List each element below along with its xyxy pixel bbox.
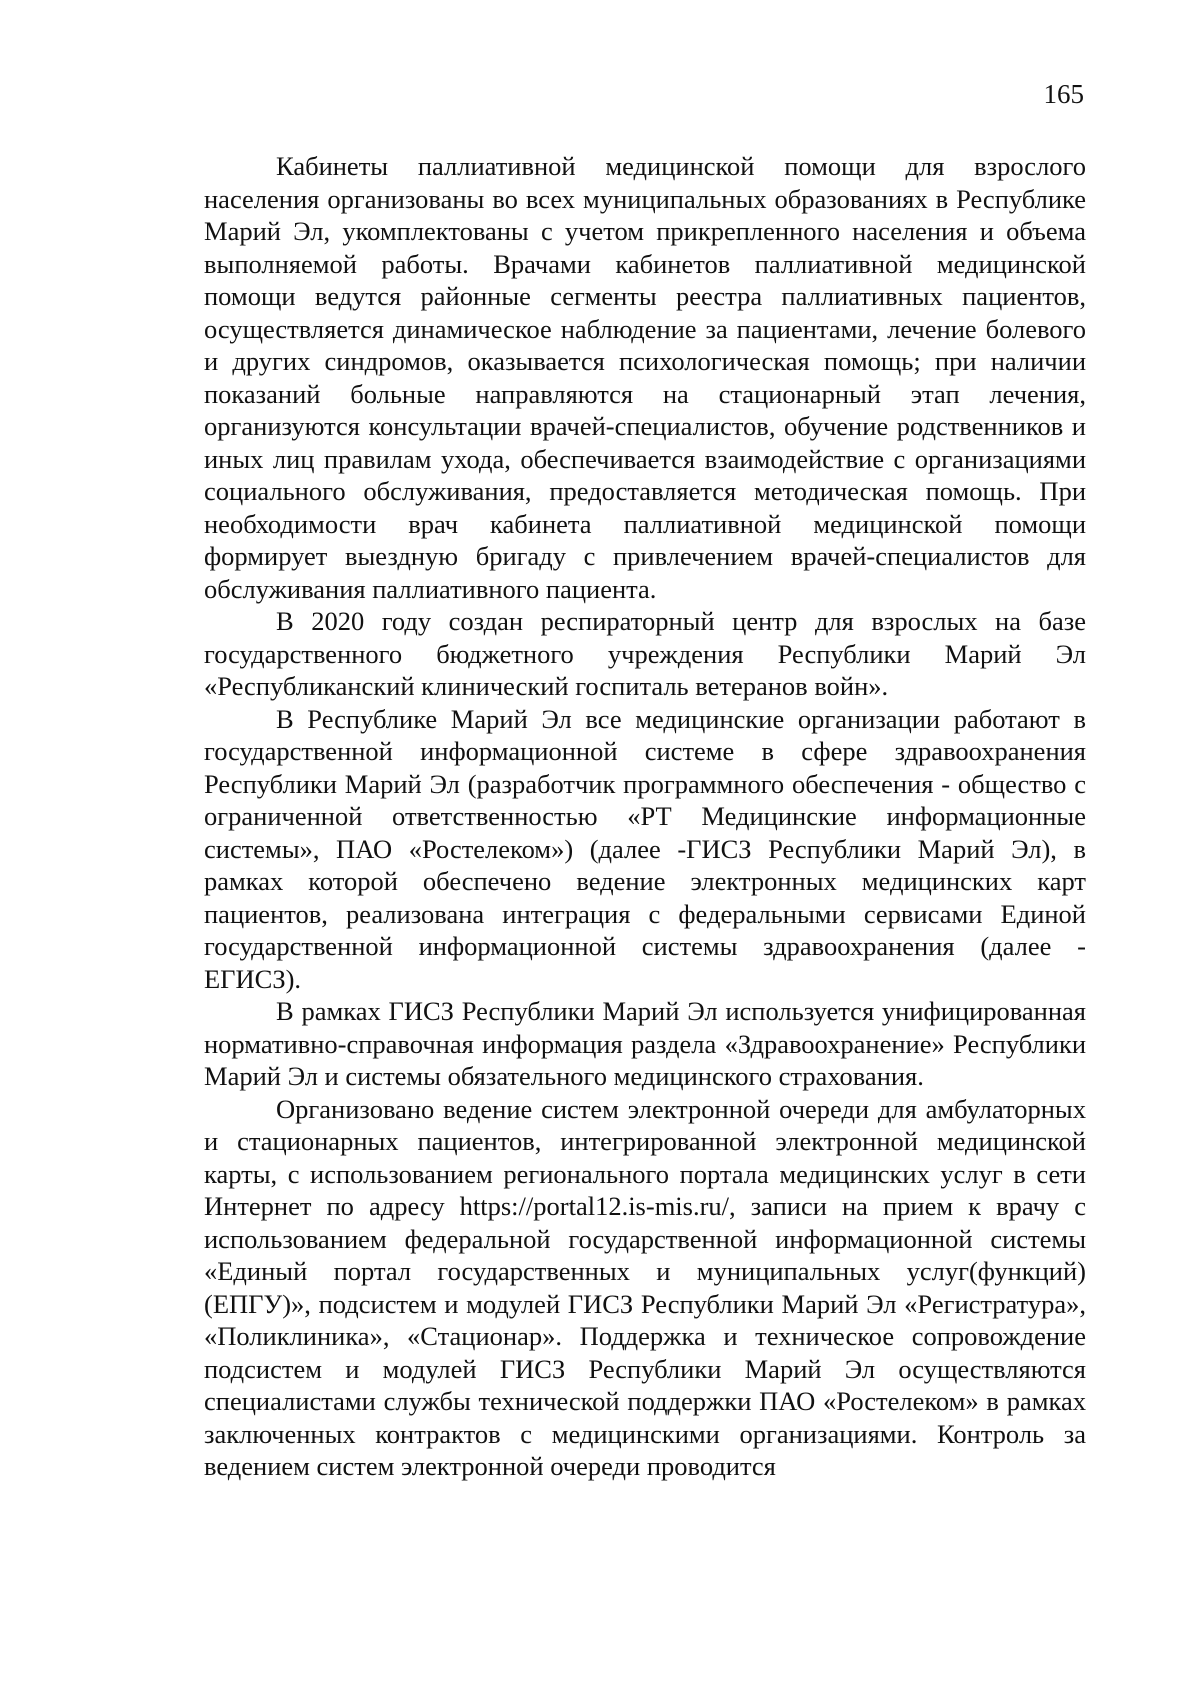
paragraph-respiratory-center: В 2020 году создан респираторный центр для взрослых на базе государственного бюджетного учреждения Республики Марий Эл «Республиканский клинический госпиталь ветеранов войн». — [204, 606, 1086, 701]
document-body — [204, 150, 1086, 1483]
paragraph-health-information-system: В Республике Марий Эл все медицинские организации работают в государственной информационной системе в сфере здравоохранения Республики Марий Эл (разработчик программного обеспечения - общество с ограниченной ответственностью «РТ Медицинские информационные системы», ПАО «Ростелеком») (далее -ГИСЗ Республики Марий Эл), в рамках которой обеспечено ведение электронных медицинских карт пациентов, реализована интеграция с федеральными сервисами Единой государственной информационной системы здравоохранения (далее - ЕГИСЗ). — [204, 703, 1086, 994]
paragraph-electronic-queue: Организовано ведение систем электронной очереди для амбулаторных и стационарных пациентов, интегрированной электронной медицинской карты, с использованием регионального портала медицинских услуг в сети Интернет по адресу https://portal12.is-mis.ru/, записи на прием к врачу с использованием федеральной государственной информационной системы «Единый портал государственных и муниципальных услуг(функций) (ЕПГУ)», подсистем и модулей ГИСЗ Республики Марий Эл «Регистратура», «Поликлиника», «Стационар». Поддержка и техническое сопровождение подсистем и модулей ГИСЗ Республики Марий Эл осуществляются специалистами службы технической поддержки ПАО «Ростелеком» в рамках заключенных контрактов с медицинскими организациями. Контроль за ведением систем электронной очереди проводится — [204, 1093, 1086, 1481]
page-number: 165 — [1043, 79, 1084, 109]
paragraph-reference-information: В рамках ГИСЗ Республики Марий Эл используется унифицированная нормативно-справочная информация раздела «Здравоохранение» Республики Марий Эл и системы обязательного медицинского страхования. — [204, 996, 1086, 1091]
paragraph-palliative-care-offices: Кабинеты паллиативной медицинской помощи для взрослого населения организованы во всех муниципальных образованиях в Республике Марий Эл, укомплектованы с учетом прикрепленного населения и объема выполняемой работы. Врачами кабинетов паллиативной медицинской помощи ведутся районные сегменты реестра паллиативных пациентов, осуществляется динамическое наблюдение за пациентами, лечение болевого и других синдромов, оказывается психологическая помощь; при наличии показаний больные направляются на стационарный этап лечения, организуются консультации врачей-специалистов, обучение родственников и иных лиц правилам ухода, обеспечивается взаимодействие с организациями социального обслуживания, предоставляется методическая помощь. При необходимости врач кабинета паллиативной медицинской помощи формирует выездную бригаду с привлечением врачей-специалистов для обслуживания паллиативного пациента. — [204, 151, 1086, 604]
